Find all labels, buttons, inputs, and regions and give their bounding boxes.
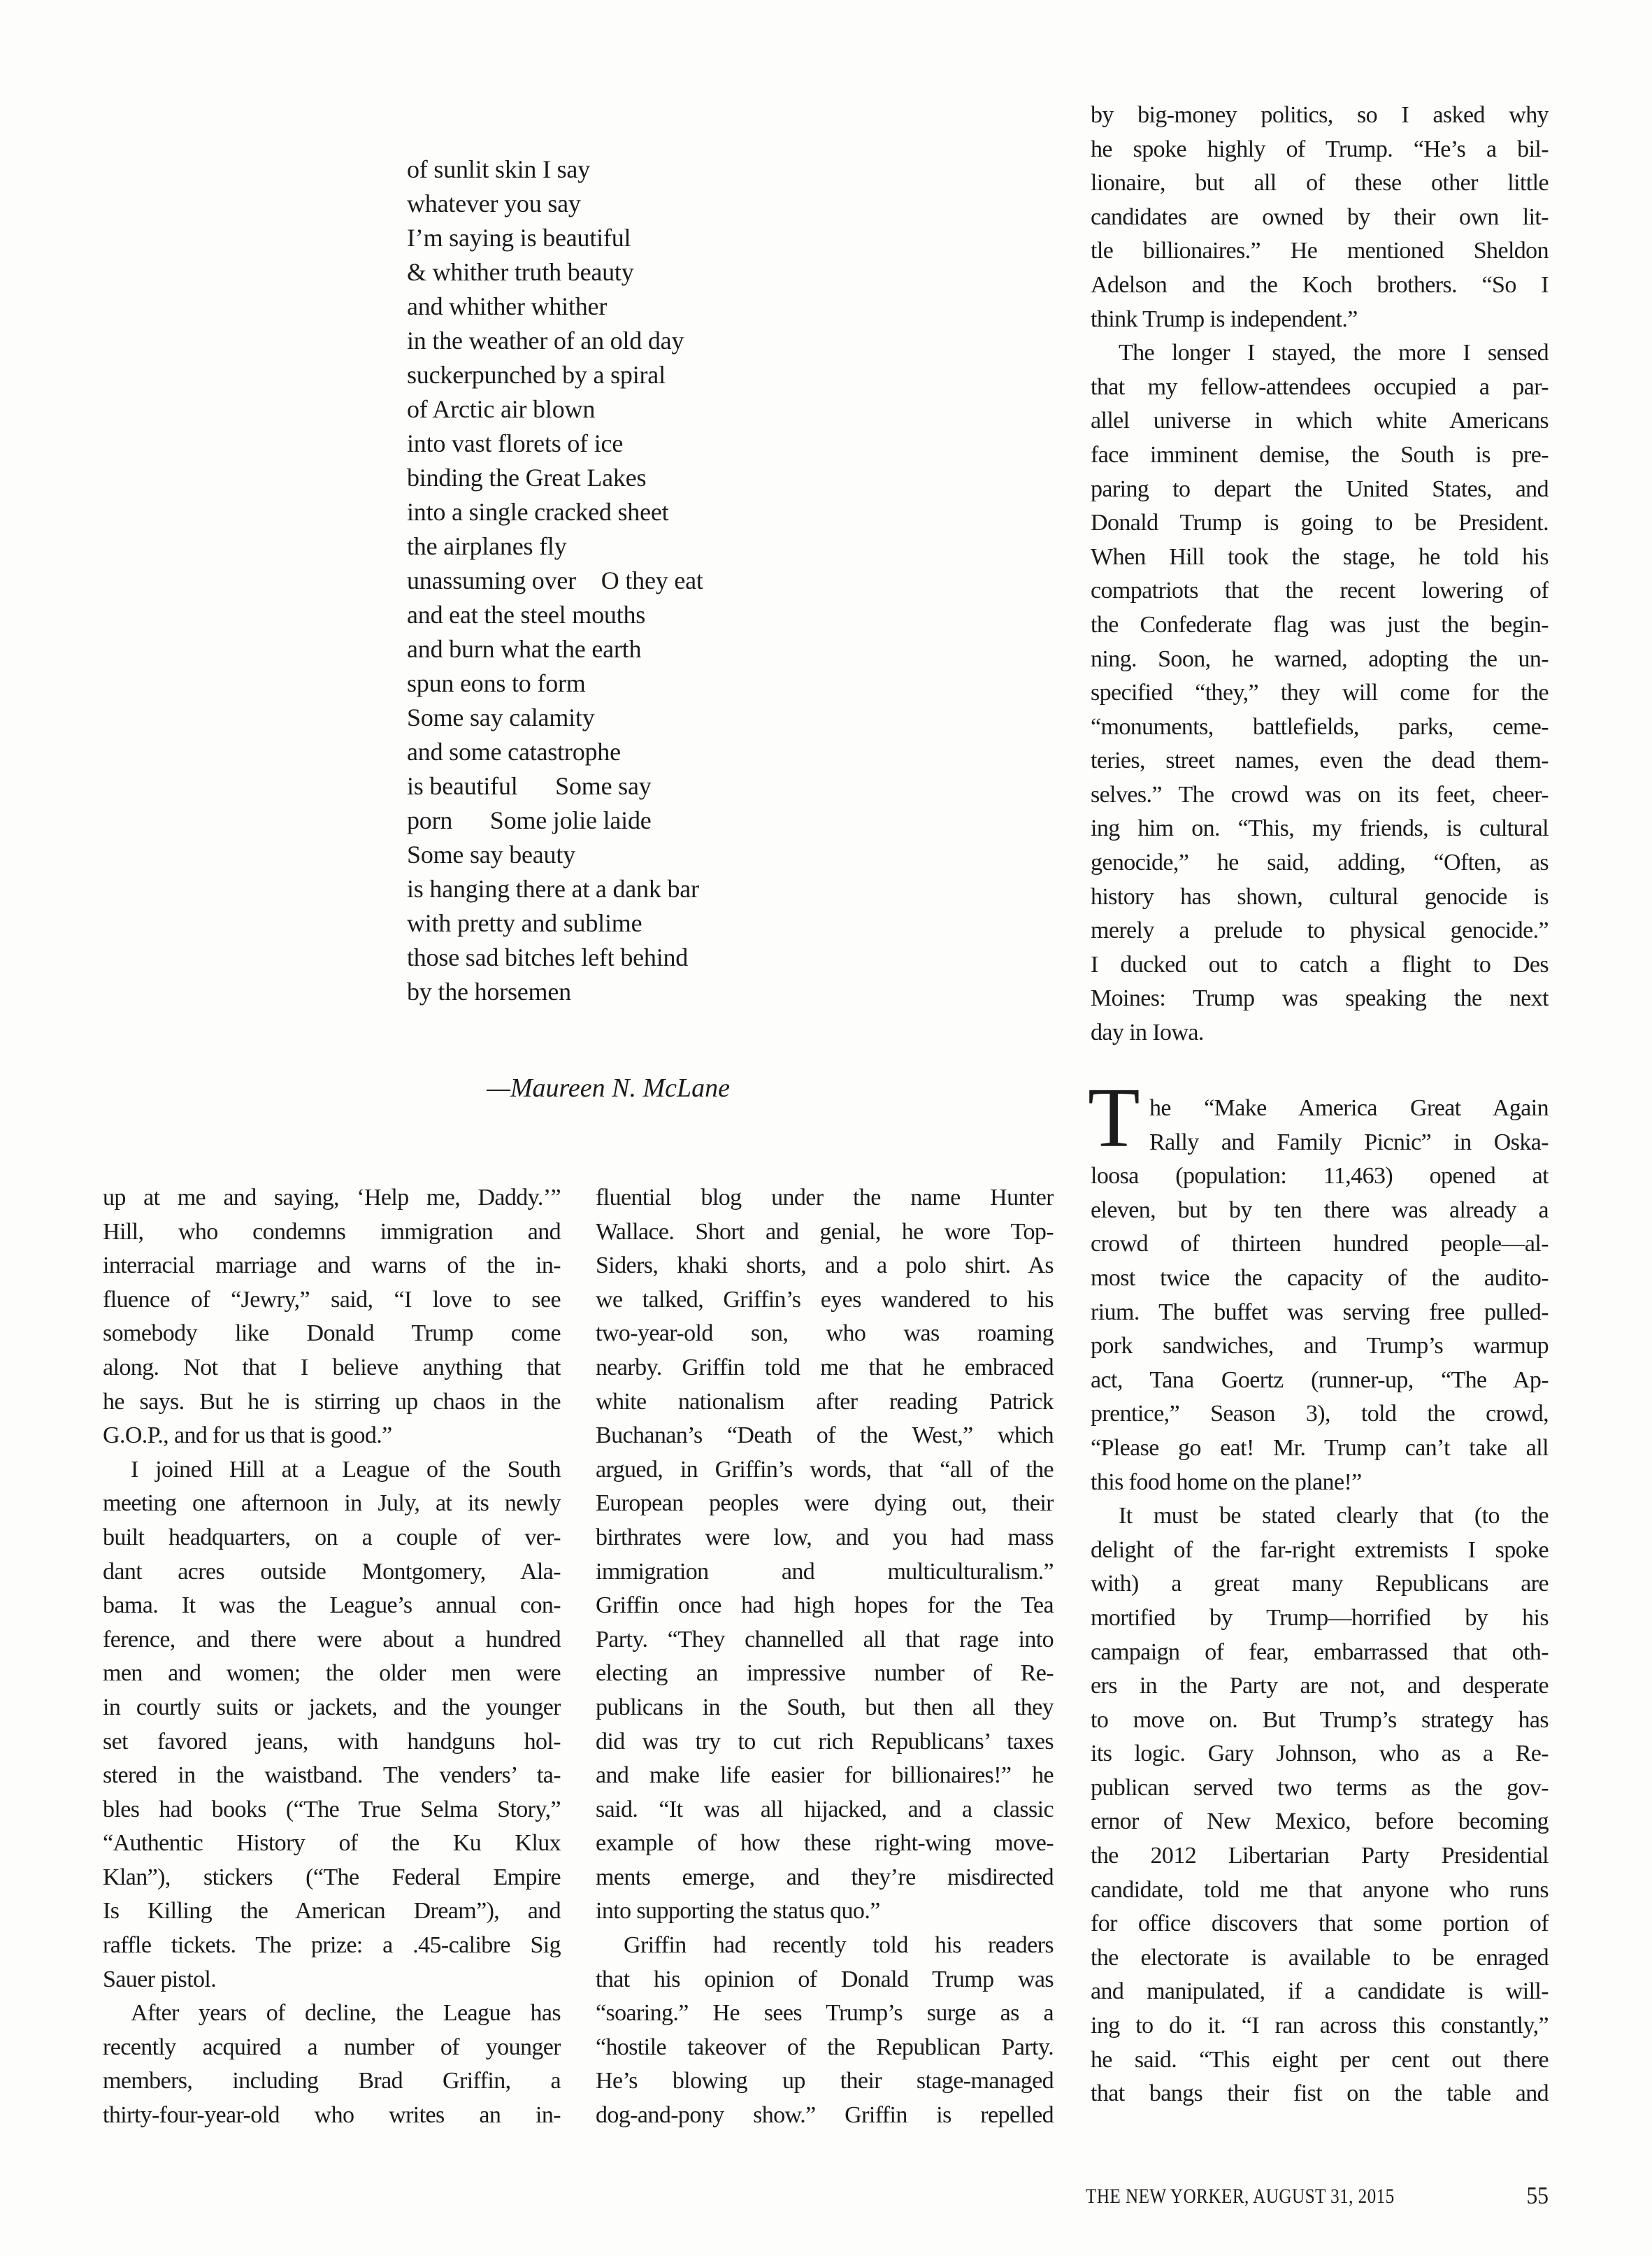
poem-line: by the horsemen [407,978,571,1006]
text-line: prentice,” Season 3), told the crowd, [1091,1401,1549,1427]
text-line: candidates are owned by their own lit- [1091,204,1549,230]
text-line: Hill, who condemns immigration and [103,1218,561,1245]
text-line: we talked, Griffin’s eyes wandered to his [596,1286,1054,1313]
text-line: that his opinion of Donald Trump was [596,1966,1054,1992]
text-line: mortified by Trump—horrified by his [1091,1604,1549,1631]
text-line: tle billionaires.” He mentioned Sheldon [1091,238,1549,264]
text-line: Griffin had recently told his readers [624,1932,1054,1959]
text-line: Buchanan’s “Death of the West,” which [596,1422,1054,1449]
text-line: Is Killing the American Dream”), and [103,1898,561,1925]
text-line: he says. But he is stirring up chaos in the [103,1388,561,1415]
poem-line: and eat the steel mouths [407,601,646,629]
text-line: rium. The buffet was serving free pulled- [1091,1299,1549,1325]
poem-line: and burn what the earth [407,635,642,663]
article-column-3-upper [1091,99,1549,1050]
poem-line: suckerpunched by a spiral [407,361,666,389]
text-line: European peoples were dying out, their [596,1490,1054,1517]
text-line: argued, in Griffin’s words, that “all of the [596,1456,1054,1483]
text-line: eleven, but by ten there was already a [1091,1197,1549,1223]
text-line: raffle tickets. The prize: a .45-calibre Sig [103,1932,561,1959]
text-line: I ducked out to catch a flight to Des [1091,951,1549,978]
text-line: Rally and Family Picnic” in Oska- [1149,1129,1549,1155]
text-line: example of how these right-wing move- [596,1830,1054,1857]
text-line: day in Iowa. [1091,1020,1204,1046]
poem-line: porn Some jolie laide [407,806,652,834]
text-line: ference, and there were about a hundred [103,1626,561,1652]
text-line: most twice the capacity of the audito- [1091,1264,1549,1291]
poem-line: with pretty and sublime [407,909,642,937]
poem-line: is beautiful Some say [407,772,652,800]
text-line: campaign of fear, embarrassed that oth- [1091,1639,1549,1665]
text-line: crowd of thirteen hundred people—al- [1091,1231,1549,1257]
text-line: electing an impressive number of Re- [596,1660,1054,1687]
poem-line: binding the Great Lakes [407,464,647,492]
text-line: paring to depart the United States, and [1091,476,1549,502]
text-line: allel universe in which white Americans [1091,408,1549,434]
text-line: and make life easier for billionaires!” he [596,1762,1054,1789]
poem-block [407,152,770,1009]
text-line: bles had books (“The True Selma Story,” [103,1796,561,1822]
text-line: built headquarters, on a couple of ver- [103,1524,561,1550]
text-line: immigration and multiculturalism.” [596,1558,1054,1585]
footer-page-number: 55 [1526,2182,1549,2209]
text-line: somebody like Donald Trump come [103,1320,561,1347]
poem-line: in the weather of an old day [407,327,684,355]
text-line: Adelson and the Koch brothers. “So I [1091,271,1549,298]
text-line: its logic. Gary Johnson, who as a Re- [1091,1741,1549,1767]
text-line: he spoke highly of Trump. “He’s a bil- [1091,136,1549,162]
poem-line: unassuming over O they eat [407,566,703,594]
text-line: I joined Hill at a League of the South [131,1456,561,1483]
text-line: for office discovers that some portion of [1091,1911,1549,1937]
text-line: “Please go eat! Mr. Trump can’t take all [1091,1434,1549,1461]
text-line: up at me and saying, ‘Help me, Daddy.’” [103,1185,561,1211]
text-line: compatriots that the recent lowering of [1091,578,1549,604]
text-line: It must be stated clearly that (to the [1119,1503,1549,1529]
text-line: birthrates were low, and you had mass [596,1524,1054,1550]
text-line: ers in the Party are not, and desperate [1091,1673,1549,1699]
text-line: he “Make America Great Again [1149,1095,1549,1121]
text-line: lionaire, but all of these other little [1091,170,1549,197]
text-line: Siders, khaki shorts, and a polo shirt. As [596,1252,1054,1279]
text-line: Klan”), stickers (“The Federal Empire [103,1864,561,1890]
poem-line: Some say calamity [407,704,595,731]
text-line: two-year-old son, who was roaming [596,1320,1054,1347]
text-line: Moines: Trump was speaking the next [1091,985,1549,1012]
text-line: act, Tana Goertz (runner-up, “The Ap- [1091,1366,1549,1393]
poem-line: is hanging there at a dank bar [407,875,699,903]
text-line: nearby. Griffin told me that he embraced [596,1354,1054,1380]
text-line: this food home on the plane!” [1091,1469,1362,1495]
text-line: and manipulated, if a candidate is will- [1091,1978,1549,2005]
text-line: specified “they,” they will come for the [1091,680,1549,706]
text-line: fluential blog under the name Hunter [596,1185,1054,1211]
text-line: to move on. But Trump’s strategy has [1091,1706,1549,1733]
poem-line: of sunlit skin I say [407,155,590,183]
text-line: members, including Brad Griffin, a [103,2068,561,2094]
text-line: When Hill took the stage, he told his [1091,543,1549,570]
text-line: the electorate is available to be enraged [1091,1944,1549,1971]
text-line: face imminent demise, the South is pre- [1091,441,1549,468]
text-line: history has shown, cultural genocide is [1091,883,1549,910]
text-line: with) a great many Republicans are [1091,1571,1549,1597]
text-line: G.O.P., and for us that is good.” [103,1422,392,1449]
text-line: pork sandwiches, and Trump’s warmup [1091,1333,1549,1359]
text-line: After years of decline, the League has [131,2000,561,2027]
text-line: “soaring.” He sees Trump’s surge as a [596,2000,1054,2027]
text-line: he said. “This eight per cent out there [1091,2046,1549,2073]
text-line: ernor of New Mexico, before becoming [1091,1808,1549,1835]
poem-line: those sad bitches left behind [407,943,689,971]
poem-line: and some catastrophe [407,738,621,766]
text-line: loosa (population: 11,463) opened at [1091,1163,1549,1190]
poem-line: the airplanes fly [407,532,567,560]
poem-line: spun eons to form [407,669,586,697]
text-line: thirty-four-year-old who writes an in- [103,2102,561,2129]
text-line: that my fellow-attendees occupied a par- [1091,373,1549,400]
text-line: merely a prelude to physical genocide.” [1091,918,1549,944]
text-line: by big-money politics, so I asked why [1091,102,1549,128]
text-line: “Authentic History of the Ku Klux [103,1830,561,1857]
text-line: dant acres outside Montgomery, Ala- [103,1558,561,1585]
text-line: “monuments, battlefields, parks, ceme- [1091,713,1549,740]
text-line: white nationalism after reading Patrick [596,1388,1054,1415]
article-column-2 [596,1181,1054,2133]
text-line: publican served two terms as the gov- [1091,1774,1549,1801]
text-line: teries, street names, even the dead them- [1091,748,1549,774]
poem-line: of Arctic air blown [407,395,596,423]
poem-line: I’m saying is beautiful [407,224,631,252]
text-line: Griffin once had high hopes for the Tea [596,1592,1054,1619]
poem-line: whatever you say [407,190,581,217]
text-line: candidate, told me that anyone who runs [1091,1876,1549,1903]
article-column-1 [103,1181,561,2133]
text-line: publicans in the South, but then all they [596,1694,1054,1720]
text-line: interracial marriage and warns of the in- [103,1252,561,1279]
text-line: meeting one afternoon in July, at its newly [103,1490,561,1517]
drop-cap: T [1088,1071,1140,1165]
poem-line: & whither truth beauty [407,258,634,286]
text-line: said. “It was all hijacked, and a classic [596,1796,1054,1822]
text-line: ning. Soon, he warned, adopting the un- [1091,645,1549,672]
text-line: set favored jeans, with handguns hol- [103,1728,561,1755]
text-line: think Trump is independent.” [1091,306,1358,332]
poem-line: and whither whither [407,292,608,320]
text-line: ing him on. “This, my friends, is cultural [1091,815,1549,842]
text-line: selves.” The crowd was on its feet, cheer- [1091,781,1549,808]
text-line: The longer I stayed, the more I sensed [1119,340,1549,366]
poem-line: into vast florets of ice [407,429,624,457]
text-line: bama. It was the League’s annual con- [103,1592,561,1619]
text-line: in courtly suits or jackets, and the younger [103,1694,561,1720]
poem-line: into a single cracked sheet [407,498,669,526]
text-line: delight of the far-right extremists I spoke [1091,1536,1549,1563]
text-line: the 2012 Libertarian Party Presidential [1091,1843,1549,1869]
text-line: into supporting the status quo.” [596,1898,880,1925]
text-line: ing to do it. “I ran across this constantly,” [1091,2013,1549,2039]
poem-attribution: —Maureen N. McLane [487,1073,730,1103]
poem-line: Some say beauty [407,841,575,869]
text-line: that bangs their fist on the table and [1091,2080,1549,2107]
text-line: “hostile takeover of the Republican Party. [596,2034,1054,2060]
text-line: Party. “They channelled all that rage into [596,1626,1054,1652]
text-line: recently acquired a number of younger [103,2034,561,2060]
text-line: Donald Trump is going to be President. [1091,510,1549,536]
text-line: Wallace. Short and genial, he wore Top- [596,1218,1054,1245]
text-line: genocide,” he said, adding, “Often, as [1091,850,1549,876]
text-line: the Confederate flag was just the begin- [1091,611,1549,638]
article-column-3-lower [1088,1071,1549,2111]
text-line: He’s blowing up their stage-managed [596,2068,1054,2094]
text-line: stered in the waistband. The venders’ ta- [103,1762,561,1789]
text-line: ments emerge, and they’re misdirected [596,1864,1054,1890]
text-line: dog-and-pony show.” Griffin is repelled [596,2102,1054,2129]
text-line: along. Not that I believe anything that [103,1354,561,1380]
text-line: Sauer pistol. [103,1966,217,1992]
text-line: did was try to cut rich Republicans’ taxes [596,1728,1054,1755]
text-line: fluence of “Jewry,” said, “I love to see [103,1286,561,1313]
text-line: men and women; the older men were [103,1660,561,1687]
footer-magazine-date: THE NEW YORKER, AUGUST 31, 2015 [1086,2185,1395,2208]
